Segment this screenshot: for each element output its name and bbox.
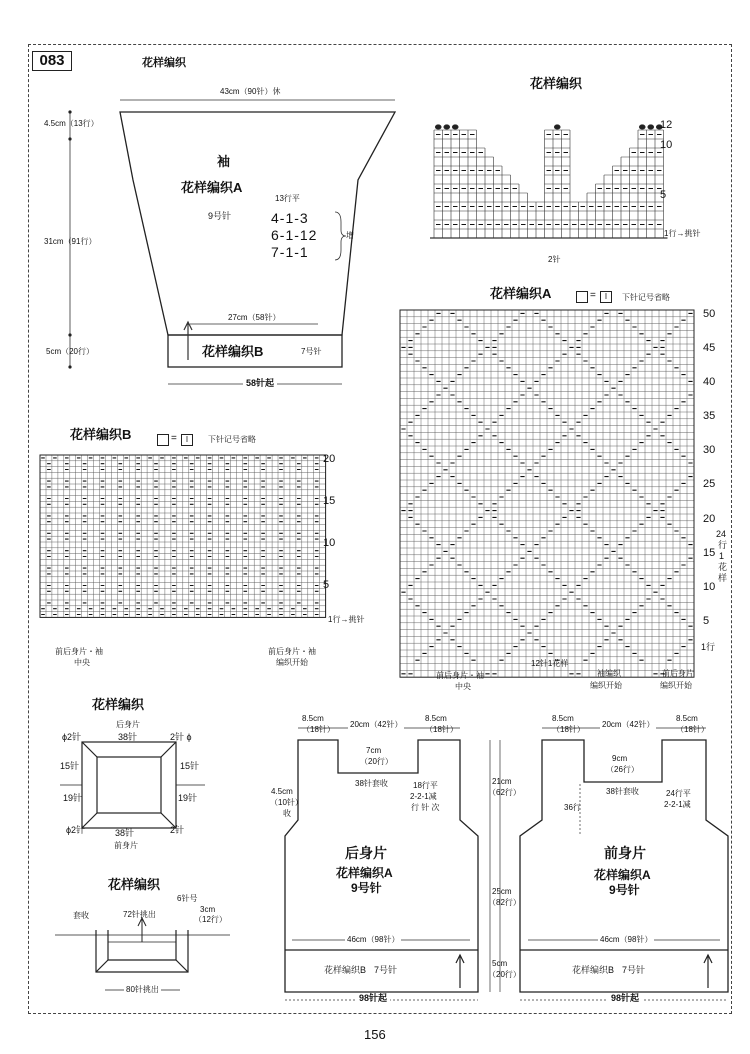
back-cast-on: 98针起 (356, 994, 390, 1003)
sleeve-top-height: 4.5cm（13行） (44, 119, 99, 128)
chart-b-legend-note: 下针记号省略 (208, 435, 256, 444)
front-name: 前身片 (604, 845, 646, 861)
back-neck-bind: 38针套收 (355, 779, 388, 788)
chart-a-body-start-2: 编织开始 (660, 681, 692, 690)
chart-a-row-1: 1行 (701, 642, 716, 652)
chart-b-legend-eq: = (171, 433, 177, 444)
front-hem-needle: 7号针 (622, 965, 646, 975)
chart-a-legend-blank-icon (576, 291, 588, 303)
chart-b-row-15: 15 (323, 495, 336, 507)
back-shoulder-r-1: 8.5cm (425, 714, 447, 723)
front-neck-depth-1: 9cm (612, 754, 628, 763)
front-shoulder-l-2: （18针） (552, 725, 585, 734)
sleeve-cast-on: 58针起 (243, 379, 277, 388)
sleeve-inner-width: 27cm（58针） (228, 313, 281, 322)
sleeve-inc-row-1: 4-1-3 (271, 210, 309, 226)
square-tr: 2针 ϕ (170, 732, 192, 742)
back-needle: 9号针 (351, 881, 382, 895)
chart-top-row-10: 10 (660, 139, 673, 151)
square-left-rows: 15针 (60, 761, 80, 771)
u-side-h-2: （12行） (194, 915, 227, 924)
chart-b-start-1: 前后身片・袖 (268, 647, 316, 656)
front-shoulder-r-2: （18针） (676, 725, 709, 734)
square-bl: ϕ2针 (66, 825, 86, 835)
front-neck-dec-2: 2-2-1减 (664, 800, 691, 809)
front-neck-depth-2: （26行） (606, 765, 639, 774)
sleeve-cuff-needle: 7号针 (301, 347, 322, 356)
chart-a-side-4: 花 (718, 562, 728, 572)
front-side-rows: 36行 (564, 803, 581, 812)
sleeve-pattern: 花样编织A (181, 180, 243, 195)
sleeve-inc-row-2: 6-1-12 (271, 227, 318, 243)
chart-a-side-1: 24 (716, 529, 727, 539)
square-right-lower: 19针 (178, 793, 198, 803)
square-top-label: 后身片 (116, 720, 140, 729)
front-cast-on: 98针起 (608, 994, 642, 1003)
chart-a-legend-knit-icon: I (600, 291, 612, 303)
sleeve-top-width: 43cm（90针）休 (220, 87, 281, 96)
front-hem-pattern: 花样编织B (572, 965, 615, 975)
chart-b-row-10: 10 (323, 537, 336, 549)
back-armhole-h-1: 21cm (492, 777, 512, 786)
chart-top-title: 花样编织 (530, 76, 583, 91)
u-top-pick: 72针挑出 (123, 910, 156, 919)
chart-b-center-2: 中央 (74, 658, 90, 667)
chart-a-repeat: 12针1花样 (531, 659, 569, 668)
back-armhole-h-2: （62行） (488, 788, 521, 797)
chart-b-center-1: 前后身片・袖 (55, 647, 103, 656)
front-shoulder-r-1: 8.5cm (676, 714, 698, 723)
square-right-rows: 15针 (180, 761, 200, 771)
back-hem-needle: 7号针 (374, 965, 398, 975)
chart-a-row-45: 45 (703, 342, 716, 354)
chart-a-side-3: 1 (719, 551, 725, 561)
chart-top-staircase (430, 125, 668, 238)
back-hem-pattern: 花样编织B (324, 965, 367, 975)
u-side-count: 6针号 (177, 894, 198, 903)
front-pattern: 花样编织A (594, 868, 651, 882)
back-body-h-1: 25cm (492, 887, 512, 896)
chart-a-sleeve-start-1: 袖编织 (597, 669, 621, 678)
back-neck-depth-1: 7cm (366, 746, 382, 755)
sleeve-name: 袖 (217, 154, 231, 169)
chart-a-row-5: 5 (703, 615, 710, 627)
chart-b-title: 花样编织B (70, 427, 132, 442)
back-armhole-1: 4.5cm (271, 787, 293, 796)
chart-a-row-50: 50 (703, 308, 716, 320)
back-neck-depth-2: （20行） (360, 757, 393, 766)
front-neck-dec-1: 24行平 (666, 789, 691, 798)
chart-a-row-15: 15 (703, 547, 716, 559)
front-neck-bind: 38针套收 (606, 787, 639, 796)
u-title: 花样编织 (108, 877, 161, 892)
sleeve-cuff-pattern: 花样编织B (202, 344, 264, 359)
chart-b-row-5: 5 (323, 579, 330, 591)
chart-a-row-20: 20 (703, 513, 716, 525)
chart-a-row-40: 40 (703, 376, 716, 388)
back-armhole-3: 收 (283, 809, 291, 818)
pattern-number: 083 (32, 51, 72, 71)
chart-b-start-2: 编织开始 (276, 658, 308, 667)
chart-a-body-start-1: 前后身片 (662, 669, 694, 678)
chart-top-stitch: 2针 (548, 255, 561, 264)
chart-a-center-1: 前后身片・袖 (436, 671, 484, 680)
sleeve-cuff-height: 5cm（20行） (46, 347, 95, 356)
chart-a-legend-note: 下针记号省略 (622, 293, 670, 302)
back-shoulder-l-1: 8.5cm (302, 714, 324, 723)
front-shoulder-l-1: 8.5cm (552, 714, 574, 723)
chart-a-row-35: 35 (703, 410, 716, 422)
sleeve-needle: 9号针 (208, 211, 232, 221)
back-shoulder-l-2: （18针） (302, 725, 335, 734)
chart-b-legend-blank-icon (157, 434, 169, 446)
back-hem-h-1: 5cm (492, 959, 508, 968)
chart-b-start: 1行→挑针 (328, 615, 365, 624)
square-top-count: 38针 (118, 732, 138, 742)
back-shoulder-r-2: （18针） (425, 725, 458, 734)
page-number: 156 (364, 1027, 386, 1042)
back-pattern: 花样编织A (336, 866, 393, 880)
sleeve-inc-header: 13行平 (275, 194, 300, 203)
back-name: 后身片 (345, 845, 387, 861)
square-br: 2针 (170, 825, 185, 835)
sleeve-body-height: 31cm（91行） (44, 237, 97, 246)
back-neck-dec-2: 2-2-1减 (410, 792, 437, 801)
back-body-h-2: （82行） (488, 898, 521, 907)
u-bottom-pick: 80针挑出 (126, 985, 159, 994)
sleeve-inc-row-3: 7-1-1 (271, 244, 309, 260)
u-cast-off: 套收 (73, 911, 89, 920)
chart-a-title: 花样编织A (490, 286, 552, 301)
square-bottom-label: 前身片 (114, 841, 138, 850)
chart-a-row-30: 30 (703, 444, 716, 456)
chart-a-center-2: 中央 (455, 682, 471, 691)
back-width: 46cm（98针） (347, 935, 400, 944)
chart-b-row-20: 20 (323, 453, 336, 465)
front-needle: 9号针 (609, 883, 640, 897)
chart-b-grid (40, 455, 326, 617)
chart-top-row-5: 5 (660, 189, 667, 201)
chart-top-row-12: 12 (660, 119, 673, 131)
back-neck-dec-3: 行 针 次 (411, 803, 440, 812)
sleeve-inc-label: 增 (346, 231, 354, 240)
chart-a-sleeve-start-2: 编织开始 (590, 681, 622, 690)
square-tl: ϕ2针 (62, 732, 82, 742)
square-left-lower: 19针 (63, 793, 83, 803)
sleeve-section-title: 花样编织 (142, 57, 186, 69)
back-neck-width: 20cm（42针） (350, 720, 403, 729)
chart-top-start: 1行→挑针 (664, 229, 701, 238)
square-bottom-count: 38针 (115, 828, 135, 838)
back-neck-dec-1: 18行平 (413, 781, 438, 790)
chart-a-side-5: 样 (718, 573, 728, 583)
chart-a-row-10: 10 (703, 581, 716, 593)
back-hem-h-2: （20行） (488, 970, 521, 979)
front-width: 46cm（98针） (600, 935, 653, 944)
chart-a-row-25: 25 (703, 478, 716, 490)
chart-a-grid (400, 310, 694, 677)
back-armhole-2: （10针） (270, 798, 303, 807)
chart-a-legend-eq: = (590, 290, 596, 301)
chart-a-side-2: 行 (718, 540, 728, 550)
u-side-h-1: 3cm (200, 905, 216, 914)
square-title: 花样编织 (92, 697, 145, 712)
chart-b-legend-knit-icon: I (181, 434, 193, 446)
front-neck-width: 20cm（42针） (602, 720, 655, 729)
